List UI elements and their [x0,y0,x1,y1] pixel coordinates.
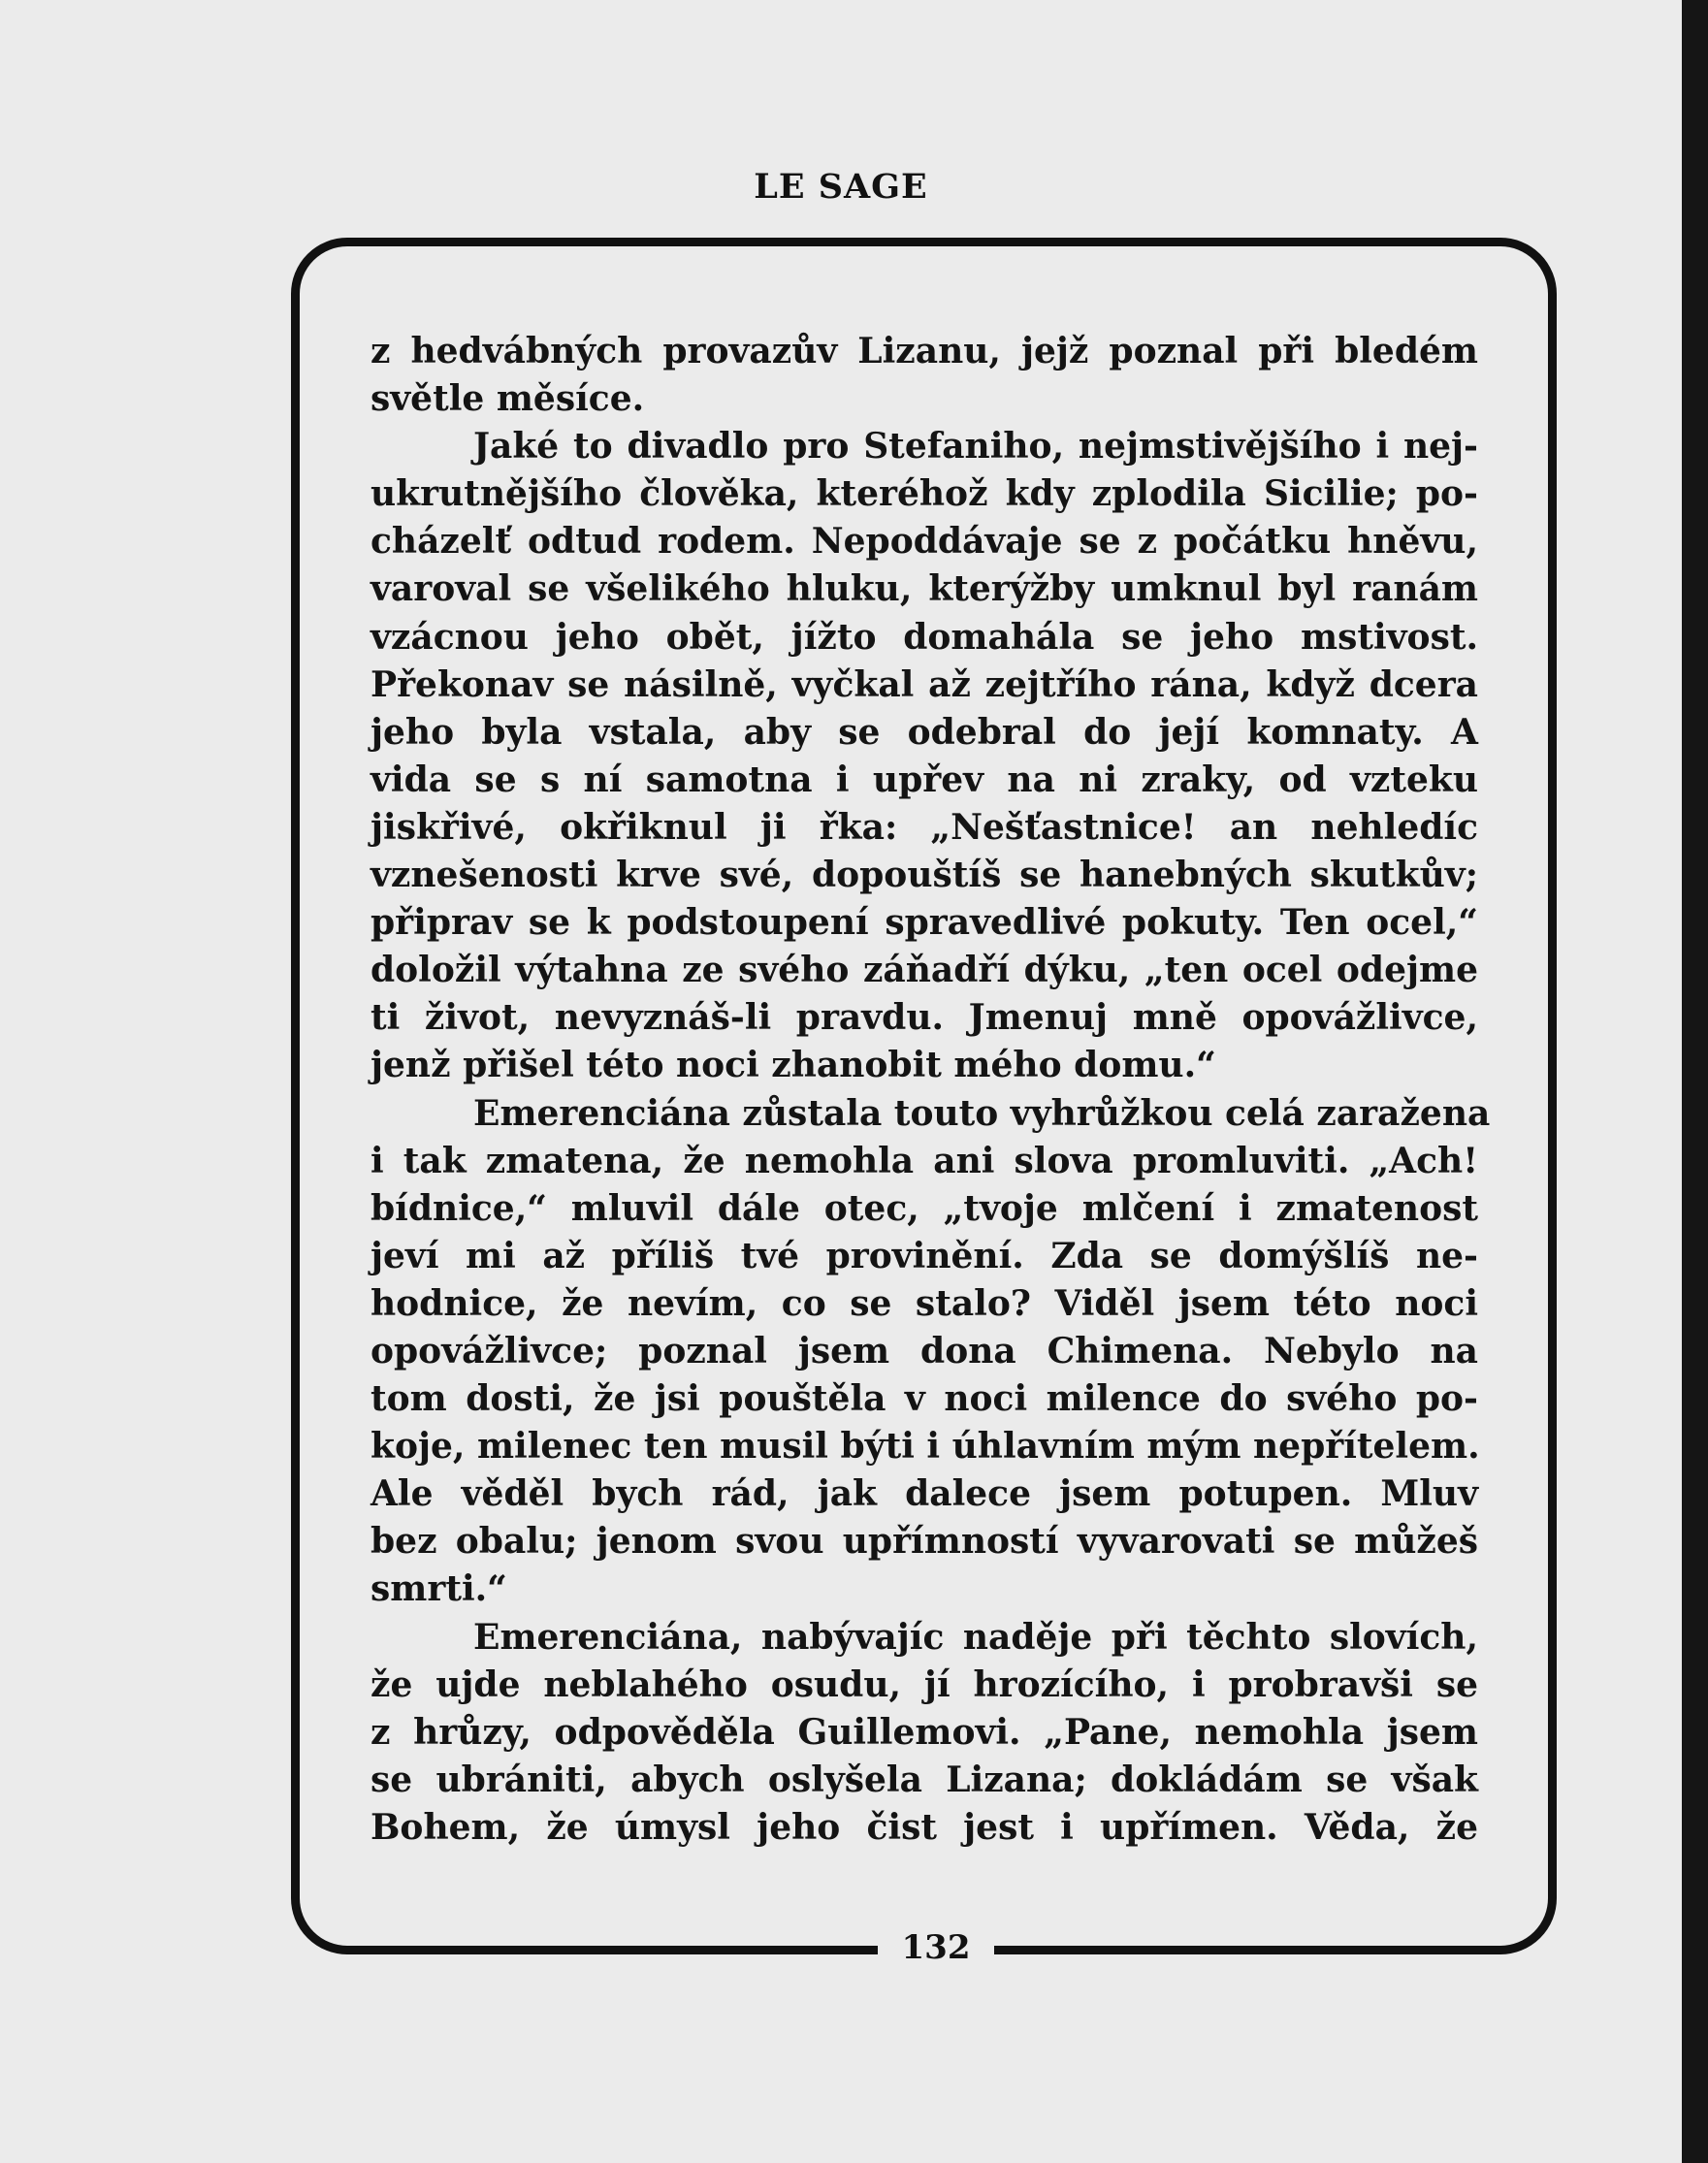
text-line: cházelť odtud rodem. Nepoddávaje se z počátku hněvu, [371,521,1478,563]
text-line: jiskřivé, okřiknul ji řka: „Nešťastnice! an nehledíc [371,806,1478,848]
text-line: bídnice,“ mluvil dále otec, „tvoje mlčení i zmatenost [371,1187,1478,1229]
text-line: hodnice, že nevím, co se stalo? Viděl jsem této noci [371,1282,1478,1324]
text-line: z hrůzy, odpověděla Guillemovi. „Pane, nemohla jsem [371,1711,1478,1753]
text-line: bez obalu; jenom svou upřímností vyvarovati se můžeš [371,1521,1478,1563]
text-line: ti život, nevyznáš-li pravdu. Jmenuj mně opovážlivce, [371,997,1478,1039]
text-line: Emerenciána, nabývajíc naděje při těchto slovích, [473,1616,1478,1658]
running-head: LE SAGE [754,167,928,207]
text-line: tom dosti, že jsi pouštěla v noci milence do svého po- [371,1378,1478,1420]
text-line: vznešenosti krve své, dopouštíš se hanebných skutkův; [371,855,1478,896]
text-line: vida se s ní samotna i upřev na ni zraky, od vzteku [371,759,1478,800]
text-line: opovážlivce; poznal jsem dona Chimena. Nebylo na [371,1330,1478,1372]
text-line: Překonav se násilně, vyčkal až zejtřího rána, když dcera [371,663,1478,705]
text-line: jeví mi až příliš tvé provinění. Zda se domýšlíš ne- [371,1235,1478,1276]
text-line: jeho byla vstala, aby se odebral do její komnaty. A [371,711,1478,753]
text-line: jenž přišel této noci zhanobit mého domu.“ [371,1045,1216,1086]
text-line: že ujde neblahého osudu, jí hrozícího, i probravši se [371,1663,1478,1705]
text-line: Bohem, že úmysl jeho čist jest i upřímen. Věda, že [371,1806,1478,1848]
text-line: se ubrániti, abych oslyšela Lizana; dokládám se však [371,1759,1478,1800]
text-line: vzácnou jeho obět, jížto domahála se jeho mstivost. [371,616,1478,658]
text-line: varoval se všelikého hluku, kterýžby umknul byl ranám [371,568,1478,610]
body-text [371,328,1491,1852]
text-line: doložil výtahna ze svého záňadří dýku, „ten ocel odejme [371,950,1478,991]
text-line: Jaké to divadlo pro Stefaniho, nejmstivějšího i nej- [473,426,1478,468]
text-line: připrav se k podstoupení spravedlivé pokuty. Ten ocel,“ [371,902,1478,944]
page-number: 132 [901,1928,971,1967]
text-line: i tak zmatena, že nemohla ani slova promluviti. „Ach! [371,1140,1478,1181]
text-line: světle měsíce. [371,378,645,420]
text-line: ukrutnějšího člověka, kteréhož kdy zplodila Sicilie; po- [371,473,1478,515]
text-line: koje, milenec ten musil býti i úhlavním mým nepřítelem. [371,1426,1480,1468]
text-line: Ale věděl bych rád, jak dalece jsem potupen. Mluv [371,1473,1478,1515]
text-line: z hedvábných provazův Lizanu, jejž poznal při bledém [371,331,1478,371]
text-line: Emerenciána zůstala touto vyhrůžkou celá zaražena [473,1092,1491,1134]
text-line: smrti.“ [371,1568,507,1610]
scan-edge [1682,0,1708,2163]
